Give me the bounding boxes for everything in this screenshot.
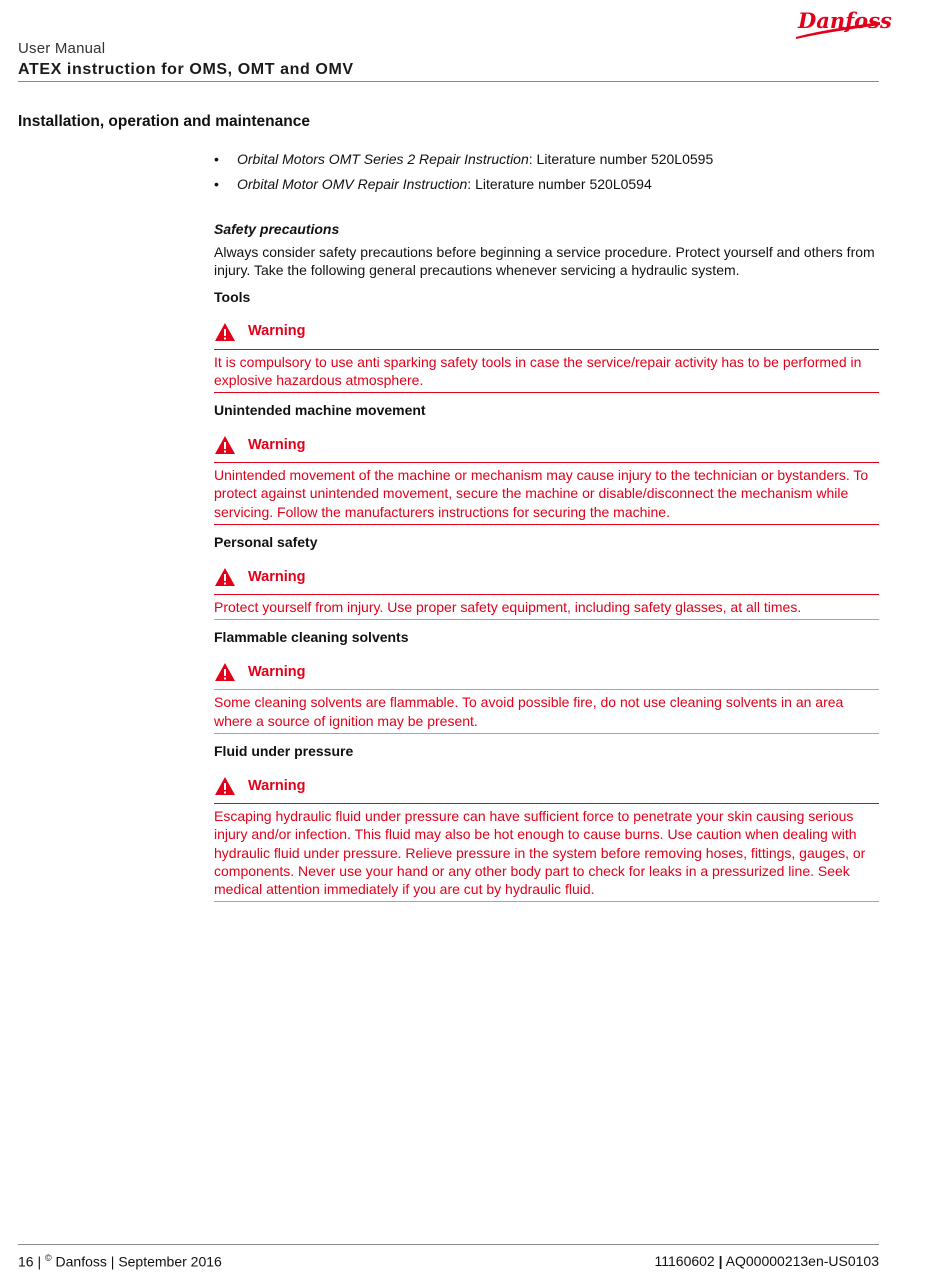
safety-intro: Always consider safety precautions before beginning a service procedure. Protect yourself and others from injury. Take the following general precautions whenever servicing a hydraulic system. [214,244,875,279]
page-number: 16 [18,1253,34,1270]
warning-label: Warning [248,777,306,794]
safety-precautions-title: Safety precautions [214,221,340,237]
footer-company: Danfoss [55,1253,107,1270]
reference-literature: : Literature number 520L0595 [528,151,714,167]
reference-title: Orbital Motor OMV Repair Instruction [237,175,468,192]
warning-text: Some cleaning solvents are flammable. To avoid possible fire, do not use cleaning solvents in an area where a source of ignition may be present. [214,689,879,734]
footer-document-number: 11160602 | AQ00000213en-US0103 [654,1253,879,1269]
warning-heading-fluid-pressure: Fluid under pressure [214,742,354,759]
warning-header [214,660,879,684]
reference-title: Orbital Motors OMT Series 2 Repair Instruction [237,151,529,167]
reference-list [214,150,879,199]
footer-page-info: 16 | © Danfoss | September 2016 [18,1253,222,1270]
doc-number: 11160602 [654,1253,715,1269]
warning-label: Warning [248,664,306,681]
warning-triangle-icon [214,776,236,796]
section-title: Installation, operation and maintenance [18,113,310,130]
warning-header [214,565,879,589]
list-item [214,150,879,175]
danfoss-logo [792,4,892,42]
warning-text: Unintended movement of the machine or mechanism may cause injury to the technician or bystanders. To protect against unintended movement, secure the machine or disable/disconnect the mechanism while servicing. Follow the manufacturers instructions for securing the machine. [214,462,879,525]
warning-text: It is compulsory to use anti sparking safety tools in case the service/repair activity has to be performed in explosive hazardous atmosphere. [214,349,879,394]
warning-header [214,774,879,798]
header-rule [18,81,879,82]
warning-heading-flammable-solvents: Flammable cleaning solvents [214,629,409,646]
doc-code: AQ00000213en-US0103 [725,1253,879,1269]
warning-label: Warning [248,568,306,585]
warning-heading-tools: Tools [214,288,251,305]
warning-triangle-icon [214,435,236,455]
reference-literature: : Literature number 520L0594 [467,175,652,192]
content-column [214,150,879,902]
warning-heading-personal-safety: Personal safety [214,534,318,551]
warning-header [214,433,879,457]
document-title: ATEX instruction for OMS, OMT and OMV [18,61,354,78]
list-item [214,175,879,200]
copyright-symbol: © [45,1253,52,1263]
svg-text:Danfoss: Danfoss [798,8,892,33]
warning-label: Warning [248,437,306,454]
footer-date: September 2016 [118,1253,222,1270]
warning-text: Protect yourself from injury. Use proper safety equipment, including safety glasses, at all times. [214,594,879,620]
warning-triangle-icon [214,567,236,587]
document-type: User Manual [18,40,106,57]
warning-label: Warning [248,323,306,340]
warning-header [214,320,879,344]
warning-text: Escaping hydraulic fluid under pressure can have sufficient force to penetrate your skin causing serious injury and/or infection. This fluid may also be hot enough to cause burns. Use caution when dealing with hydraulic fluid under pressure. Relieve pressure in the system before removing hoses, fittings, gauges, or components. Never use your hand or any other body part to check for leaks in a pressurized line. Seek medical attention immediately if you are cut by hydraulic fluid. [214,803,879,902]
warning-triangle-icon [214,322,236,342]
warning-heading-machine-movement: Unintended machine movement [214,402,426,419]
warning-triangle-icon [214,662,236,682]
footer-rule [18,1244,879,1245]
